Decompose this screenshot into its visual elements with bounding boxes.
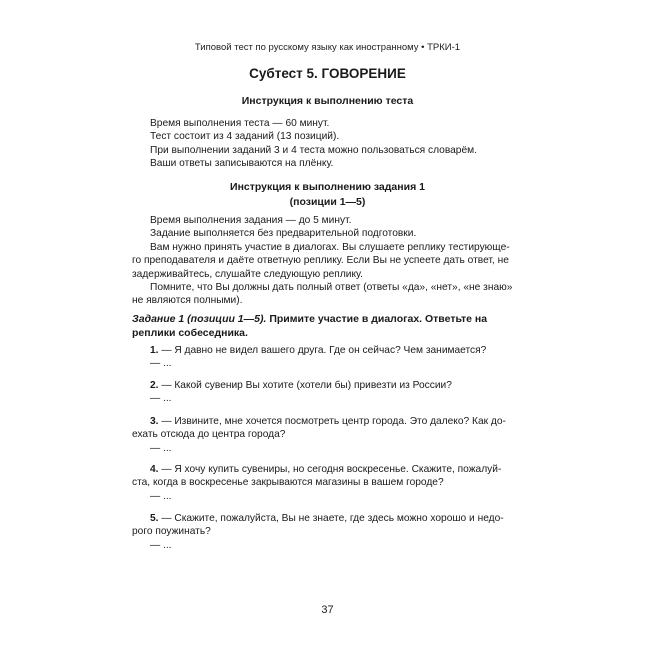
- task-instruction-line: Вам нужно принять участие в диалогах. Вы слушаете реплику тестирующе-: [150, 241, 510, 253]
- item-number: 1.: [150, 345, 159, 356]
- task-instruction-line: Время выполнения задания — до 5 минут.: [150, 215, 352, 226]
- running-head: Типовой тест по русскому языку как иностранному • ТРКИ-1: [194, 42, 461, 53]
- item-number: 2.: [150, 380, 159, 391]
- test-instruction-line: Тест состоит из 4 заданий (13 позиций).: [150, 131, 340, 143]
- dialog-item-5: [132, 512, 518, 552]
- item-number: 5.: [150, 513, 159, 524]
- test-instruction-line: При выполнении заданий 3 и 4 теста можно пользоваться словарём.: [150, 144, 477, 156]
- dialog-item-2: [132, 379, 518, 406]
- task-text-cont: реплики собеседника.: [132, 327, 248, 339]
- page-number: 37: [321, 604, 334, 616]
- task-label: Задание 1 (позиции 1—5).: [132, 313, 267, 325]
- test-instruction-line: Время выполнения теста — 60 минут.: [150, 118, 330, 129]
- item-answer: — ...: [150, 442, 172, 454]
- item-answer: — ...: [150, 539, 172, 551]
- test-instruction-body: [132, 117, 518, 171]
- item-line-cont: рого поужинать?: [132, 526, 211, 538]
- dialog-item-3: [132, 415, 518, 455]
- task-text: Примите участие в диалогах. Ответьте на: [266, 313, 488, 325]
- task-instruction-body: [132, 214, 518, 308]
- item-line-cont: ехать отсюда до центра города?: [132, 429, 286, 441]
- task-instruction-line: го преподавателя и даёте ответную реплику. Если Вы не успеете дать ответ, не: [132, 255, 509, 267]
- item-answer: — ...: [150, 358, 172, 370]
- item-answer: — ...: [150, 393, 172, 405]
- dialog-item-4: [132, 463, 518, 503]
- item-line: — Какой сувенир Вы хотите (хотели бы) привезти из России?: [158, 380, 452, 391]
- test-instruction-line: Ваши ответы записываются на плёнку.: [150, 158, 334, 170]
- task-instruction-heading-line1: Инструкция к выполнению задания 1: [230, 181, 425, 193]
- task-instruction-line: не являются полными).: [132, 295, 243, 307]
- task-instruction-heading: [0, 180, 655, 210]
- item-line: — Я давно не видел вашего друга. Где он сейчас? Чем занимается?: [158, 345, 487, 356]
- task-statement: [132, 312, 518, 340]
- test-instruction-heading: Инструкция к выполнению теста: [241, 95, 414, 107]
- dialog-item-1: [132, 344, 518, 371]
- task-instruction-heading-line2: (позиции 1—5): [289, 196, 366, 208]
- item-number: 3.: [150, 416, 159, 427]
- task-instruction-line: Задание выполняется без предварительной подготовки.: [150, 228, 417, 240]
- item-number: 4.: [150, 464, 159, 475]
- item-line: — Я хочу купить сувениры, но сегодня воскресенье. Скажите, пожалуй-: [158, 464, 502, 475]
- page-title: Субтест 5. ГОВОРЕНИЕ: [249, 66, 406, 81]
- task-instruction-line: задерживайтесь, слушайте следующую реплику.: [132, 268, 363, 280]
- item-line-cont: ста, когда в воскресенье закрываются магазины в вашем городе?: [132, 477, 444, 489]
- item-line: — Извините, мне хочется посмотреть центр города. Это далеко? Как до-: [158, 416, 506, 427]
- item-line: — Скажите, пожалуйста, Вы не знаете, где здесь можно хорошо и недо-: [158, 513, 504, 524]
- task-instruction-line: Помните, что Вы должны дать полный ответ (ответы «да», «нет», «не знаю»: [150, 282, 513, 294]
- item-answer: — ...: [150, 490, 172, 502]
